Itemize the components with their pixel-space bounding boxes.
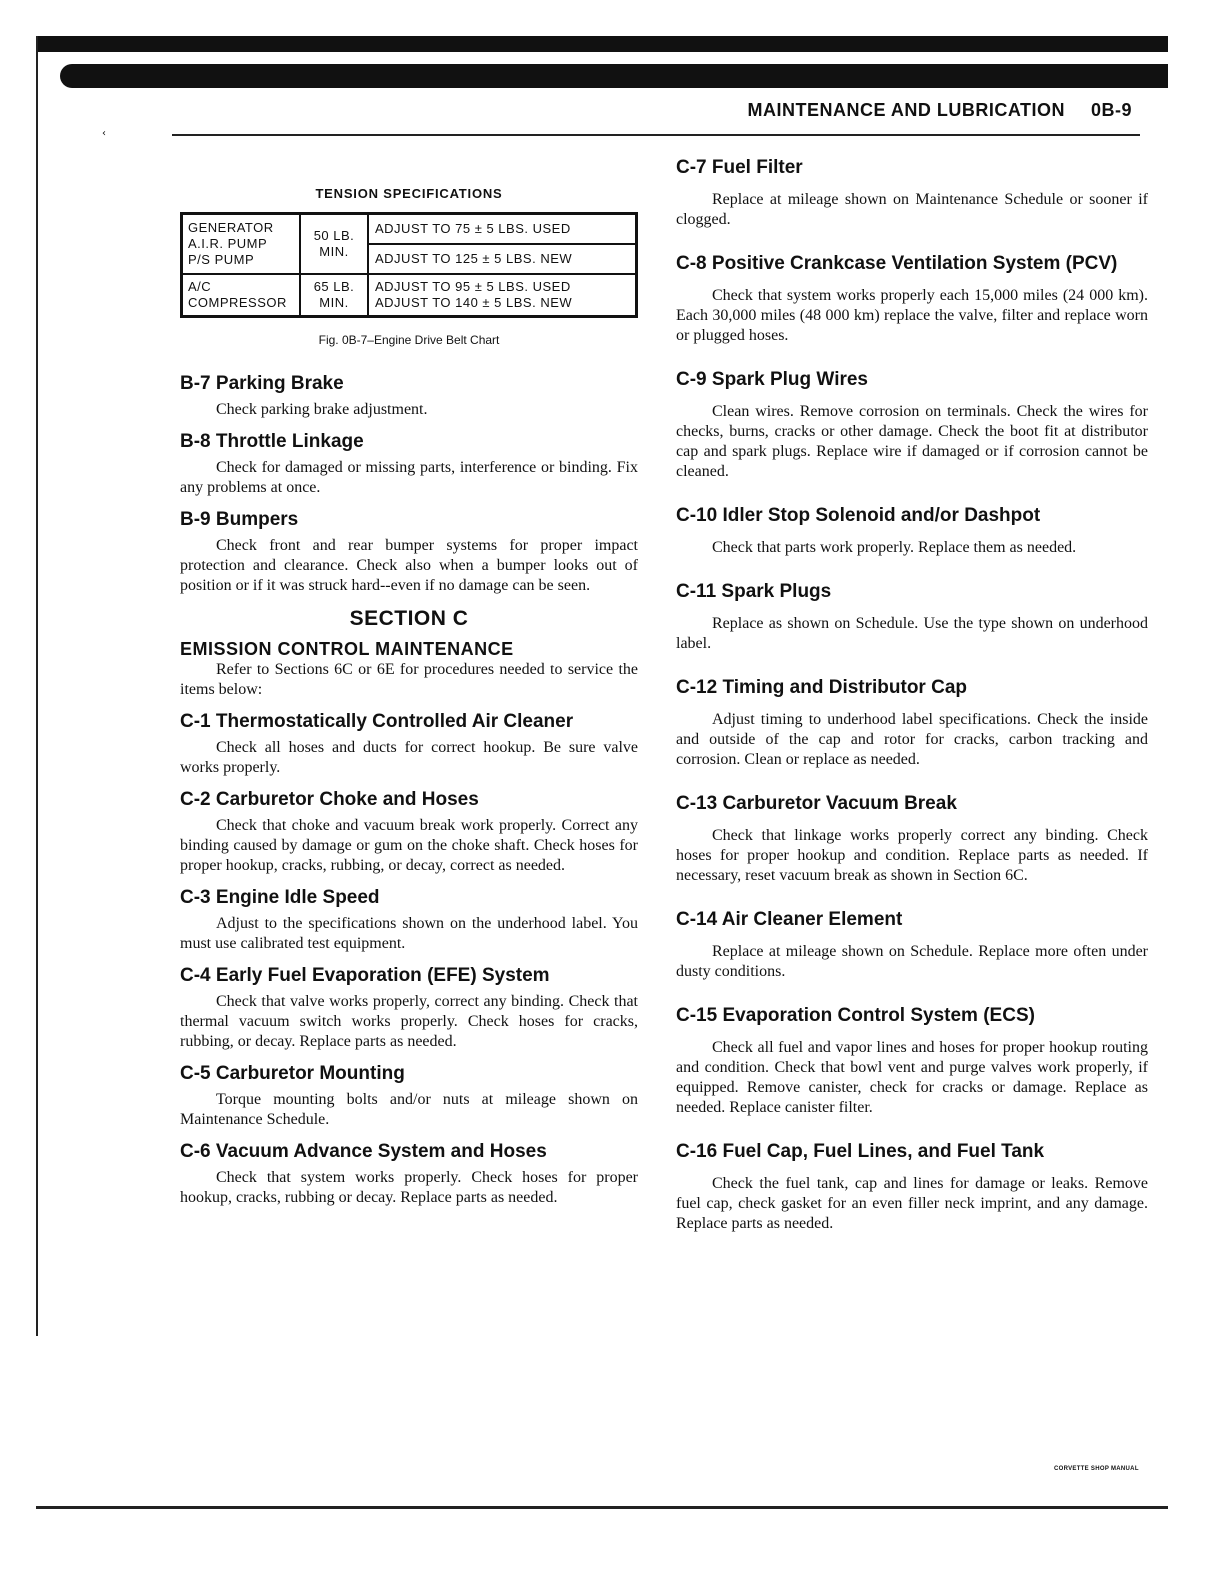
section-text-c12: Adjust timing to underhood label specifications. Check the inside and outside of the cap and rotor for cracks, carbon tracking and corrosion. Clean or replace as needed. [676,711,1148,768]
header-rule [172,134,1140,136]
section-heading-c15: C-15 Evaporation Control System (ECS) [676,1005,1035,1026]
page-number: 0B-9 [1090,100,1132,120]
adjust-value: ADJUST TO 95 ± 5 LBS. USED [375,279,571,294]
section-text-c9: Clean wires. Remove corrosion on terminals. Check the wires for checks, burns, cracks or other damage. Check the boot fit at distributor cap and spark plugs. Replace wire if damaged or if corrosion cannot be cleaned. [676,403,1148,480]
section-heading-c13: C-13 Carburetor Vacuum Break [676,793,957,814]
section-heading-c5: C-5 Carburetor Mounting [180,1063,405,1084]
left-column [180,184,638,1218]
section-heading-c6: C-6 Vacuum Advance System and Hoses [180,1141,547,1162]
section-text-b8: Check for damaged or missing parts, interference or binding. Fix any problems at once. [180,459,638,496]
item-label: A/C [188,279,212,294]
section-text-c13: Check that linkage works properly correct any binding. Check hoses for proper hookup and condition. Replace parts as needed. If necessary, reset vacuum break as shown in Section 6C. [676,827,1148,884]
section-heading-c11: C-11 Spark Plugs [676,581,832,602]
table-cell-items [182,214,301,275]
table-cell-adjust [368,214,637,275]
table-cell-min [300,214,368,275]
right-column [676,156,1148,1256]
section-text-c10: Check that parts work properly. Replace them as needed. [712,539,1077,556]
section-heading-c9: C-9 Spark Plug Wires [676,369,868,390]
section-text-c11: Replace as shown on Schedule. Use the type shown on underhood label. [676,615,1148,652]
figure-caption: Fig. 0B-7–Engine Drive Belt Chart [318,333,500,347]
section-heading-c10: C-10 Idler Stop Solenoid and/or Dashpot [676,505,1041,526]
section-text-c7: Replace at mileage shown on Maintenance Schedule or sooner if clogged. [676,191,1148,228]
left-page-edge [36,36,38,1336]
adjust-value: ADJUST TO 125 ± 5 LBS. NEW [369,243,635,273]
item-label: A.I.R. PUMP [188,236,268,251]
footer-credit: CORVETTE SHOP MANUAL [1054,1466,1139,1472]
section-text-c6: Check that system works properly. Check hoses for proper hookup, cracks, rubbing or decay. Replace parts as needed. [180,1169,638,1206]
section-heading-c14: C-14 Air Cleaner Element [676,909,903,930]
header-band [60,64,1168,88]
tension-spec-table [180,212,638,318]
section-heading-c7: C-7 Fuel Filter [676,157,803,178]
section-heading-c3: C-3 Engine Idle Speed [180,887,380,908]
section-c-intro: Refer to Sections 6C or 6E for procedures needed to service the items below: [180,661,638,698]
section-text-b7: Check parking brake adjustment. [216,401,428,418]
margin-mark: ‹ [102,128,106,139]
section-heading-c4: C-4 Early Fuel Evaporation (EFE) System [180,965,550,986]
min-value: 50 LB. [313,228,355,243]
running-header [748,100,1133,121]
item-label: COMPRESSOR [188,295,287,310]
section-heading-c16: C-16 Fuel Cap, Fuel Lines, and Fuel Tank [676,1141,1045,1162]
table-cell-min [300,274,368,317]
section-text-c5: Torque mounting bolts and/or nuts at mileage shown on Maintenance Schedule. [180,1091,638,1128]
section-c-title: SECTION C [349,607,469,630]
section-heading-c1: C-1 Thermostatically Controlled Air Cleaner [180,711,574,732]
item-label: GENERATOR [188,220,274,235]
section-text-c4: Check that valve works properly, correct any binding. Check that thermal vacuum switch works properly. Check hoses for cracks, rubbing, or decay. Replace parts as needed. [180,993,638,1050]
adjust-value: ADJUST TO 75 ± 5 LBS. USED [375,221,571,236]
section-text-c8: Check that system works properly each 15,000 miles (24 000 km). Each 30,000 miles (48 000 km) replace the valve, filter and replace worn or plugged hoses. [676,287,1148,344]
min-value: 65 LB. [313,279,355,294]
table-cell-adjust [368,274,637,317]
section-heading-c12: C-12 Timing and Distributor Cap [676,677,968,698]
header-section-title: MAINTENANCE AND LUBRICATION [747,100,1065,120]
table-title: TENSION SPECIFICATIONS [315,186,503,201]
table-row [182,274,637,317]
section-text-c3: Adjust to the specifications shown on the underhood label. You must use calibrated test equipment. [180,915,638,952]
section-text-c1: Check all hoses and ducts for correct hookup. Be sure valve works properly. [180,739,638,776]
section-text-c2: Check that choke and vacuum break work properly. Correct any binding caused by damage or gum on the choke shaft. Check hoses for proper hookup, cracks, rubbing, or decay, correct as needed. [180,817,638,874]
item-label: P/S PUMP [188,252,255,267]
section-heading-c8: C-8 Positive Crankcase Ventilation System (PCV) [676,253,1118,274]
adjust-value: ADJUST TO 140 ± 5 LBS. NEW [375,295,573,310]
min-value: MIN. [319,295,349,310]
section-heading-b8: B-8 Throttle Linkage [180,431,364,452]
section-heading-c2: C-2 Carburetor Choke and Hoses [180,789,479,810]
min-value: MIN. [319,244,349,259]
section-c-subtitle: EMISSION CONTROL MAINTENANCE [180,639,514,659]
table-row [182,214,637,275]
section-text-c14: Replace at mileage shown on Schedule. Replace more often under dusty conditions. [676,943,1148,980]
section-text-c16: Check the fuel tank, cap and lines for damage or leaks. Remove fuel cap, check gasket for an even filler neck imprint, and any damage. Replace parts as needed. [676,1175,1148,1232]
section-text-c15: Check all fuel and vapor lines and hoses for proper hookup routing and condition. Check that bowl vent and purge valves work properly, if equipped. Remove canister, check for cracks or damage. Replace as needed. Replace canister filter. [676,1039,1148,1116]
section-heading-b7: B-7 Parking Brake [180,373,344,394]
section-heading-b9: B-9 Bumpers [180,509,299,530]
top-border-bar [36,36,1168,52]
bottom-rule [36,1506,1168,1509]
section-text-b9: Check front and rear bumper systems for proper impact protection and clearance. Check also when a bumper looks out of position or if it was struck hard--even if no damage can be seen. [180,537,638,594]
adjust-stack [369,275,635,315]
table-cell-items [182,274,301,317]
